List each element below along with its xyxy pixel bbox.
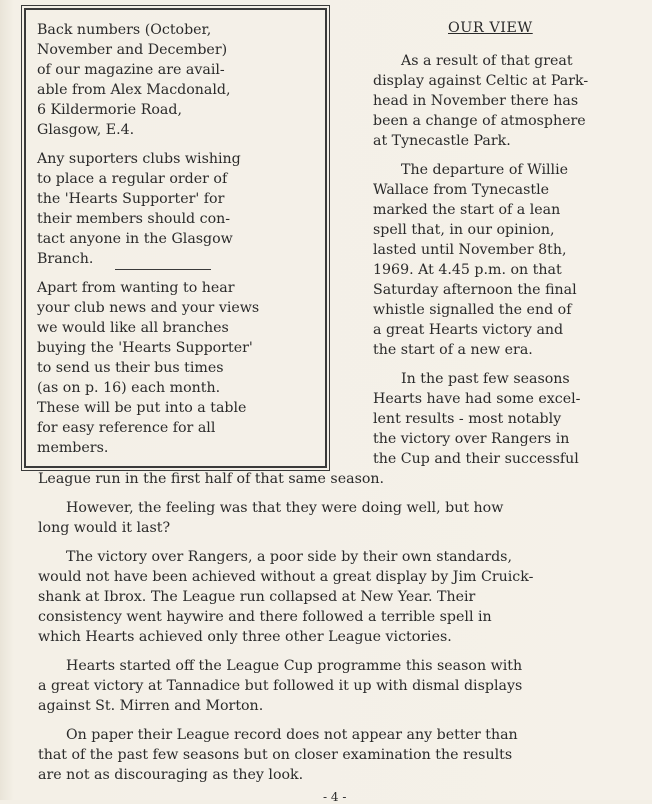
notice-regular-order: Any suporters clubs wishing to place a regular order of the 'Hearts Supporter' for their members should con- tact anyone in the Glasgow Branch.	[37, 151, 241, 267]
notice-back-numbers: Back numbers (October, November and December) of our magazine are avail- able from Alex Macdonald, 6 Kildermorie Road, Glasgow, E.4.	[37, 22, 231, 138]
article-title: OUR VIEW	[448, 20, 533, 36]
article-continuation: League run in the first half of that same season.	[38, 471, 385, 487]
article-paragraph: As a result of that great display against Celtic at Park- head in November there has been a change of atmosphere at Tynecastle Park.	[373, 53, 589, 149]
notice-bus-times: Apart from wanting to hear your club news and your views we would like all branches buying the 'Hearts Supporter' to send us their bus times (as on p. 16) each month. These will be put into a table for easy reference for all members.	[37, 280, 260, 456]
article-paragraph: The victory over Rangers, a poor side by their own standards, would not have been achieved without a great display by Jim Cruick- shank at Ibrox. The League run collapsed at New Year. Their consistency went haywire and there followed a terrible spell in which Hearts achieved only three other League victories.	[38, 549, 534, 645]
notice-divider	[115, 269, 211, 270]
article-paragraph: Hearts started off the League Cup programme this season with a great victory at Tannadice but followed it up with dismal displays against St. Mirren and Morton.	[38, 658, 523, 714]
article-paragraph: The departure of Willie Wallace from Tynecastle marked the start of a lean spell that, in our opinion, lasted until November 8th, 1969. At 4.45 p.m. on that Saturday afternoon the final whistle signalled the end of a great Hearts victory and the start of a new era.	[373, 162, 577, 358]
page-number: - 4 -	[323, 790, 347, 804]
article-paragraph: In the past few seasons Hearts have had some excel- lent results - most notably the victory over Rangers in the Cup and their successful	[373, 371, 581, 467]
article-column	[373, 18, 643, 478]
article-full-width	[38, 469, 638, 794]
article-paragraph: However, the feeling was that they were doing well, but how long would it last?	[38, 500, 504, 536]
article-paragraph: On paper their League record does not appear any better than that of the past few seasons but on closer examination the results are not as discouraging as they look.	[38, 727, 518, 783]
notice-box	[24, 8, 327, 468]
